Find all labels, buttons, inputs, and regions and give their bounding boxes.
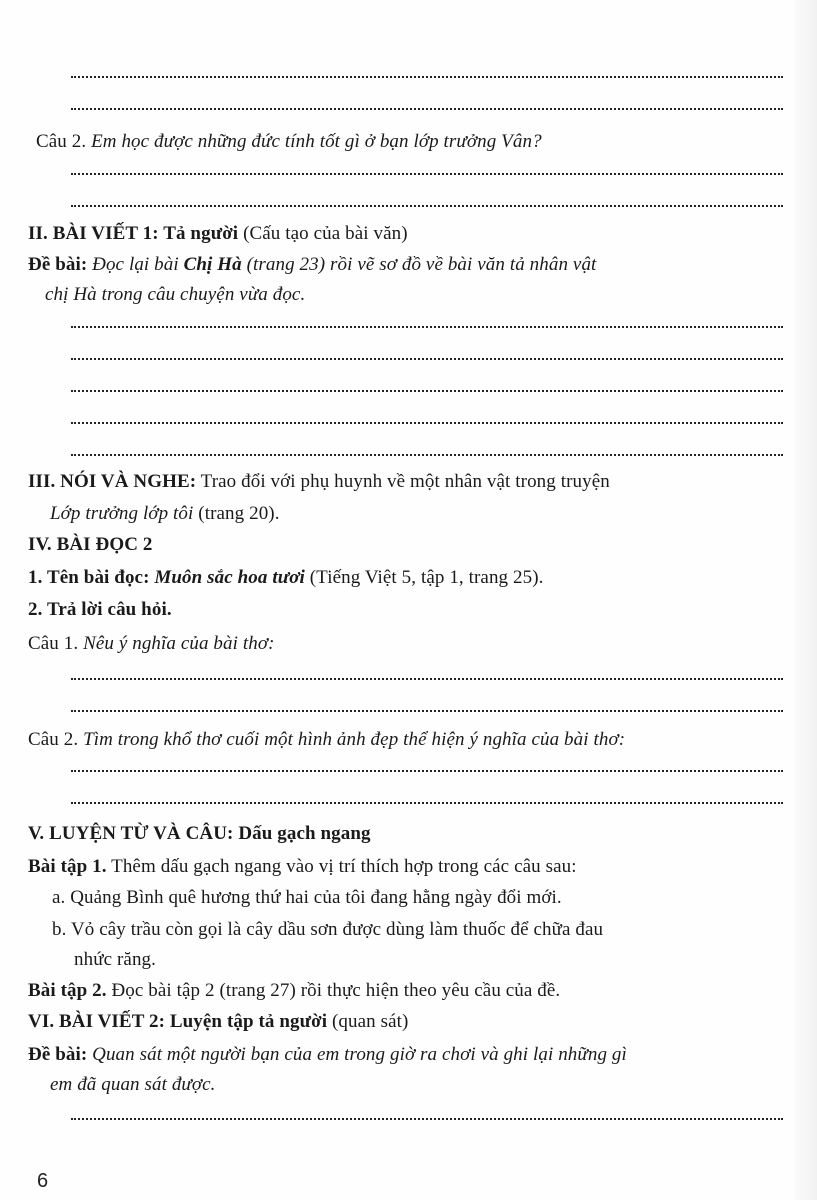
question-cau-2-prev	[36, 130, 542, 154]
answer-line[interactable]	[71, 326, 783, 328]
question-cau-1	[28, 632, 275, 656]
section-vi-prompt	[28, 1043, 627, 1067]
answer-line[interactable]	[71, 678, 783, 680]
section-iii-heading	[28, 470, 610, 494]
story-title: Lớp trưởng lớp tôi	[50, 503, 194, 524]
section-title: VI. BÀI VIẾT 2: Luyện tập tả người	[28, 1011, 328, 1032]
section-title: III. NÓI VÀ NGHE:	[28, 471, 197, 492]
exercise-label: Bài tập 2.	[28, 980, 107, 1001]
answer-line[interactable]	[71, 205, 783, 207]
exercise-text: Thêm dấu gạch ngang vào vị trí thích hợp trong các câu sau:	[111, 856, 577, 877]
exercise-text: Đọc bài tập 2 (trang 27) rồi thực hiện theo yêu cầu của đề.	[111, 980, 561, 1001]
item-label: 1. Tên bài đọc:	[28, 567, 150, 588]
page-number: 6	[37, 1170, 49, 1192]
section-vi-prompt-cont: em đã quan sát được.	[50, 1074, 216, 1095]
section-subtitle: (Cấu tạo của bài văn)	[243, 223, 408, 244]
section-v-heading: V. LUYỆN TỪ VÀ CÂU: Dấu gạch ngang	[28, 823, 371, 844]
exercise-1-item-a: a. Quảng Bình quê hương thứ hai của tôi đang hằng ngày đổi mới.	[52, 887, 562, 908]
prompt-label: Đề bài:	[28, 254, 88, 275]
answer-questions-item: 2. Trả lời câu hỏi.	[28, 599, 172, 620]
section-text: Trao đổi với phụ huynh về một nhân vật trong truyện	[200, 471, 610, 492]
section-vi-heading	[28, 1010, 408, 1034]
question-text: Tìm trong khổ thơ cuối một hình ảnh đẹp thể hiện ý nghĩa của bài thơ:	[83, 729, 626, 750]
prompt-text: (trang 23) rồi vẽ sơ đồ về bài văn tả nhân vật	[246, 254, 597, 275]
prompt-label: Đề bài:	[28, 1044, 88, 1065]
section-iv-heading: IV. BÀI ĐỌC 2	[28, 534, 153, 555]
section-ii-prompt-cont: chị Hà trong câu chuyện vừa đọc.	[45, 284, 306, 305]
section-number: II.	[28, 223, 48, 244]
answer-line[interactable]	[71, 802, 783, 804]
answer-line[interactable]	[71, 358, 783, 360]
section-ii-prompt	[28, 253, 596, 277]
reading-title: Muôn sắc hoa tươi	[154, 567, 305, 588]
answer-line[interactable]	[71, 76, 783, 78]
answer-line[interactable]	[71, 770, 783, 772]
answer-line[interactable]	[71, 108, 783, 110]
exercise-1-item-b-cont: nhức răng.	[74, 949, 156, 970]
page-edge-shadow	[795, 0, 817, 1200]
reading-ref: (Tiếng Việt 5, tập 1, trang 25).	[309, 567, 544, 588]
question-label: Câu 1.	[28, 633, 79, 654]
question-text: Em học được những đức tính tốt gì ở bạn lớp trưởng Vân?	[91, 131, 542, 152]
question-label: Câu 2.	[28, 729, 79, 750]
answer-line[interactable]	[71, 710, 783, 712]
section-ii-heading	[28, 222, 408, 246]
prompt-text: Đọc lại bài	[92, 254, 179, 275]
question-text: Nêu ý nghĩa của bài thơ:	[83, 633, 275, 654]
answer-line[interactable]	[71, 1118, 783, 1120]
question-cau-2	[28, 728, 625, 752]
section-title: BÀI VIẾT 1: Tả người	[52, 223, 239, 244]
question-label: Câu 2.	[36, 131, 87, 152]
page-ref: (trang 20).	[198, 503, 280, 524]
answer-line[interactable]	[71, 173, 783, 175]
answer-line[interactable]	[71, 454, 783, 456]
section-subtitle: (quan sát)	[332, 1011, 409, 1032]
exercise-1-item-b: b. Vỏ cây trầu còn gọi là cây dầu sơn được dùng làm thuốc để chữa đau	[52, 919, 604, 940]
exercise-label: Bài tập 1.	[28, 856, 107, 877]
prompt-story-title: Chị Hà	[183, 254, 242, 275]
reading-title-item	[28, 566, 543, 590]
prompt-text: Quan sát một người bạn của em trong giờ ra chơi và ghi lại những gì	[92, 1044, 627, 1065]
section-iii-cont	[50, 502, 280, 526]
answer-line[interactable]	[71, 422, 783, 424]
exercise-1	[28, 855, 577, 879]
answer-line[interactable]	[71, 390, 783, 392]
exercise-2	[28, 979, 560, 1003]
